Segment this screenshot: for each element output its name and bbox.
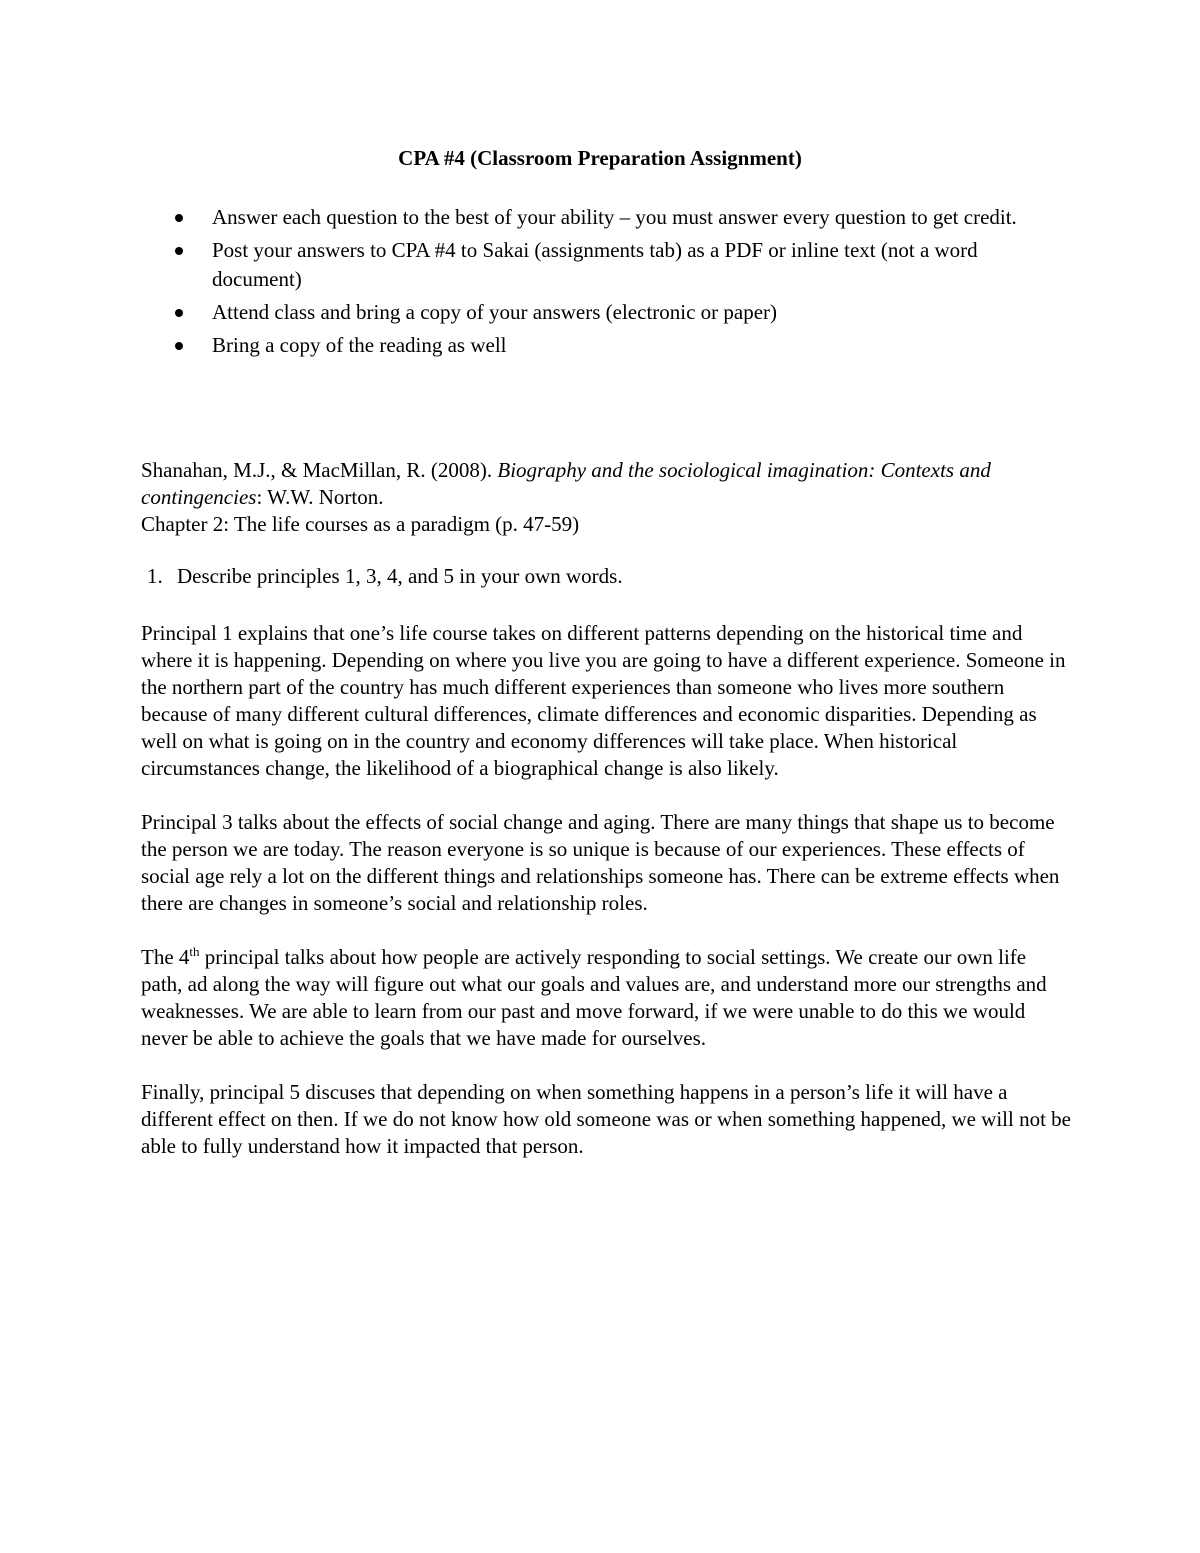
question-item	[141, 563, 1071, 590]
instruction-text: Attend class and bring a copy of your answers (electronic or paper)	[212, 300, 778, 324]
instruction-text: Bring a copy of the reading as well	[212, 333, 507, 357]
bullet-icon	[175, 247, 183, 255]
question-number: 1.	[147, 564, 163, 588]
citation	[141, 457, 1071, 538]
bullet-icon	[175, 214, 183, 222]
bullet-icon	[175, 342, 183, 350]
citation-reference	[141, 457, 1071, 511]
answer-p4-start: The 4	[141, 945, 190, 969]
answer-p4-rest: principal talks about how people are actively responding to social settings. We create our own life path, ad along the way will figure out what our goals and values are, and understand more our strengths and weaknesses. We are able to learn from our past and move forward, if we were unable to do this we would never be able to achieve the goals that we have made for ourselves.	[141, 945, 1047, 1050]
citation-chapter: Chapter 2: The life courses as a paradigm (p. 47-59)	[141, 512, 580, 536]
question-text: Describe principles 1, 3, 4, and 5 in your own words.	[177, 564, 623, 588]
answer-paragraph-principle-5: Finally, principal 5 discuses that depending on when something happens in a person’s life it will have a different effect on then. If we do not know how old someone was or when something happened, we will not be able to fully understand how it impacted that person.	[141, 1080, 1071, 1158]
citation-authors: Shanahan, M.J., & MacMillan, R. (2008).	[141, 458, 498, 482]
answer-paragraph-principle-1: Principal 1 explains that one’s life course takes on different patterns depending on the historical time and where it is happening. Depending on where you live you are going to have a different experience. Someone in the northern part of the country has much different experiences than someone who lives more southern because of many different cultural differences, climate differences and economic disparities. Depending as well on what is going on in the country and economy differences will take place. When historical circumstances change, the likelihood of a biographical change is also likely.	[141, 621, 1066, 780]
citation-publisher: : W.W. Norton.	[256, 485, 384, 509]
instruction-text: Post your answers to CPA #4 to Sakai (assignments tab) as a PDF or inline text (not a word document)	[212, 238, 978, 291]
instruction-item	[170, 203, 1070, 232]
bullet-icon	[175, 309, 183, 317]
instruction-item	[170, 236, 1070, 294]
answer-paragraph-principle-4	[141, 944, 1071, 1052]
citation-book-title: Biography and the sociological imagination: Contexts and contingencies	[141, 458, 991, 509]
instruction-text: Answer each question to the best of your ability – you must answer every question to get credit.	[212, 205, 1017, 229]
instruction-item	[170, 298, 1070, 327]
answer-paragraph-principle-3: Principal 3 talks about the effects of social change and aging. There are many things that shape us to become the person we are today. The reason everyone is so unique is because of our experiences. These effects of social age rely a lot on the different things and relationships someone has. There can be extreme effects when there are changes in someone’s social and relationship roles.	[141, 810, 1060, 915]
instruction-item	[170, 331, 1070, 360]
instruction-list	[170, 203, 1070, 364]
answers	[141, 620, 1071, 1187]
document-title: CPA #4 (Classroom Preparation Assignment)	[398, 146, 802, 170]
ordinal-superscript: th	[189, 944, 200, 959]
